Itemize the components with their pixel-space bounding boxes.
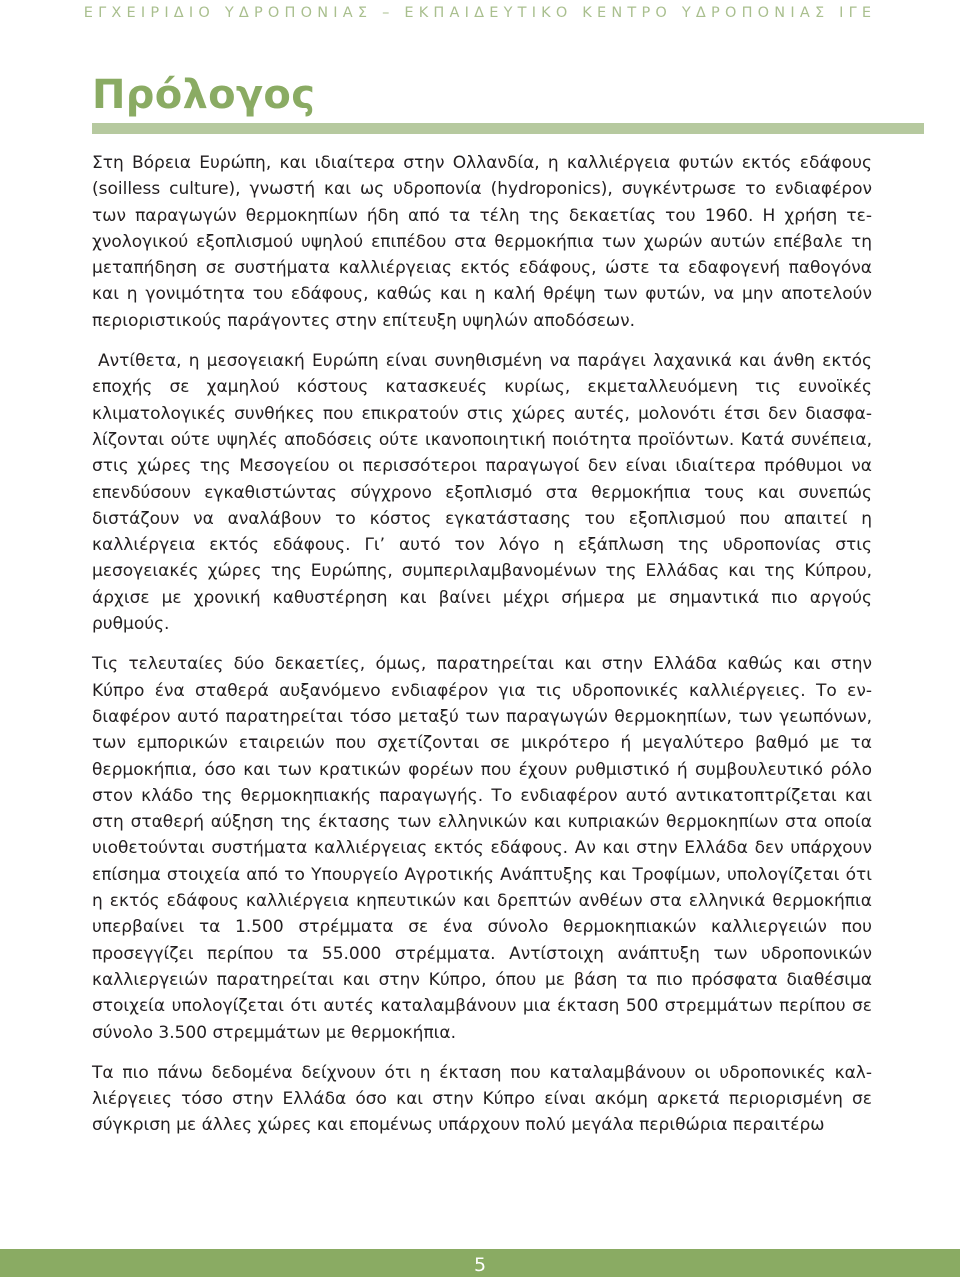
paragraph-4: Τα πιο πάνω δεδομένα δείχνουν ότι η έκταση που καταλαμβάνουν οι υδροπονικές καλλιέργειες τόσο στην Ελλάδα όσο και στην Κύπρο είναι ακόμη αρκετά περιορισμένη σε σύγκριση με άλλες χώρες και επομένως υπάρχουν πολύ μεγάλα περιθώρια περαιτέρω (92, 1062, 872, 1136)
paragraph-1: Στη Βόρεια Ευρώπη, και ιδιαίτερα στην Ολλανδία, η καλλιέργεια φυτών εκτός εδάφους (soilless culture), γνωστή και ως υδροπονία (hydroponics), συγκέντρωσε το ενδιαφέρον των παραγωγών θερμοκηπίων ήδη από τα τέλη της δεκαετίας του 1960. Η χρήση τεχνολογικού εξοπλισμού υψηλού επιπέδου στα θερμοκήπια των χωρών αυτών επέβαλε τη μεταπήδηση σε συστήματα καλλιέργειας εκτός εδάφους, ώστε τα εδαφογενή παθογόνα και η γονιμότητα του εδάφους, καθώς και η καλή θρέψη των φυτών, να μην αποτελούν περιοριστικούς παράγοντες στην επίτευξη υψηλών αποδόσεων. (92, 153, 872, 331)
chapter-title: Πρόλογος (92, 72, 316, 118)
paragraph-2: Αντίθετα, η μεσογειακή Ευρώπη είναι συνηθισμένη να παράγει λαχανικά και άνθη εκτός εποχής σε χαμηλού κόστους κατασκευές κυρίως, εκμεταλλευόμενη τις ευνοϊκές κλιματολογικές συνθήκες που επικρατούν στις χώρες αυτές, μολονότι έτσι δεν διασφαλίζονται ούτε υψηλές αποδόσεις ούτε ικανοποιητική ποιότητα προϊόντων. Κατά συνέπεια, στις χώρες της Μεσογείου οι περισσότεροι παραγωγοί δεν είναι ιδιαίτερα πρόθυμοι να επενδύσουν εγκαθιστώντας σύγχρονο εξοπλισμό στα θερμοκήπια τους και συνεπώς διστάζουν να αναλάβουν το κόστος εγκατάστασης του εξοπλισμού που απαιτεί η καλλιέργεια εκτός εδάφους. Γι’ αυτό τον λόγο η εξάπλωση της υδροπονίας στις μεσογειακές χώρες της Ευρώπης, συμπεριλαμβανομένων της Ελλάδας και της Κύπρου, άρχισε με χρονική καθυστέρηση και βαίνει μέχρι σήμερα με σημαντικά πιο αργούς ρυθμούς. (92, 351, 872, 635)
body-text (92, 150, 872, 1153)
title-rule (92, 123, 924, 134)
running-header: ΕΓΧΕΙΡΙΔΙΟ ΥΔΡΟΠΟΝΙΑΣ – ΕΚΠΑΙΔΕΥΤΙΚΟ ΚΕΝΤΡΟ ΥΔΡΟΠΟΝΙΑΣ ΙΓΕ (83, 5, 877, 21)
paragraph-3: Τις τελευταίες δύο δεκαετίες, όμως, παρατηρείται και στην Ελλάδα καθώς και στην Κύπρο ένα σταθερά αυξανόμενο ενδιαφέρον για τις υδροπονικές καλλιέργειες. Το ενδιαφέρον αυτό παρατηρείται τόσο μεταξύ των παραγωγών θερμοκηπίων, των γεωπόνων, των εμπορικών εταιρειών που σχετίζονται σε μικρότερο ή μεγαλύτερο βαθμό με τα θερμοκήπια, όσο και των κρατικών φορέων που έχουν ρυθμιστικό ή συμβουλευτικό ρόλο στον κλάδο της θερμοκηπιακής παραγωγής. Το ενδιαφέρον αυτό αντικατοπτρίζεται και στη σταθερή αύξηση της έκτασης των ελληνικών και κυπριακών θερμοκηπίων στα οποία υιοθετούνται συστήματα καλλιέργειας εκτός εδάφους. Αν και στην Ελλάδα δεν υπάρχουν επίσημα στοιχεία από το Υπουργείο Αγροτικής Ανάπτυξης και Τροφίμων, υπολογίζεται ότι η εκτός εδάφους καλλιέργεια κηπευτικών και δρεπτών ανθέων στα ελληνικά θερμοκήπια υπερβαίνει τα 1.500 στρέμματα σε ένα σύνολο θερμοκηπιακών καλλιεργειών που προσεγγίζει περίπου τα 55.000 στρέμματα. Αντίστοιχη ανάπτυξη των υδροπονικών καλλιεργειών παρατηρείται και στην Κύπρο, όπου με βάση τα πιο πρόσφατα διαθέσιμα στοιχεία υπολογίζεται ότι αυτές καταλαμβάνουν μια έκταση 500 στρεμμάτων περίπου σε σύνολο 3.500 στρεμμάτων με θερμοκήπια. (92, 654, 872, 1043)
page-number: 5 (473, 1254, 487, 1276)
